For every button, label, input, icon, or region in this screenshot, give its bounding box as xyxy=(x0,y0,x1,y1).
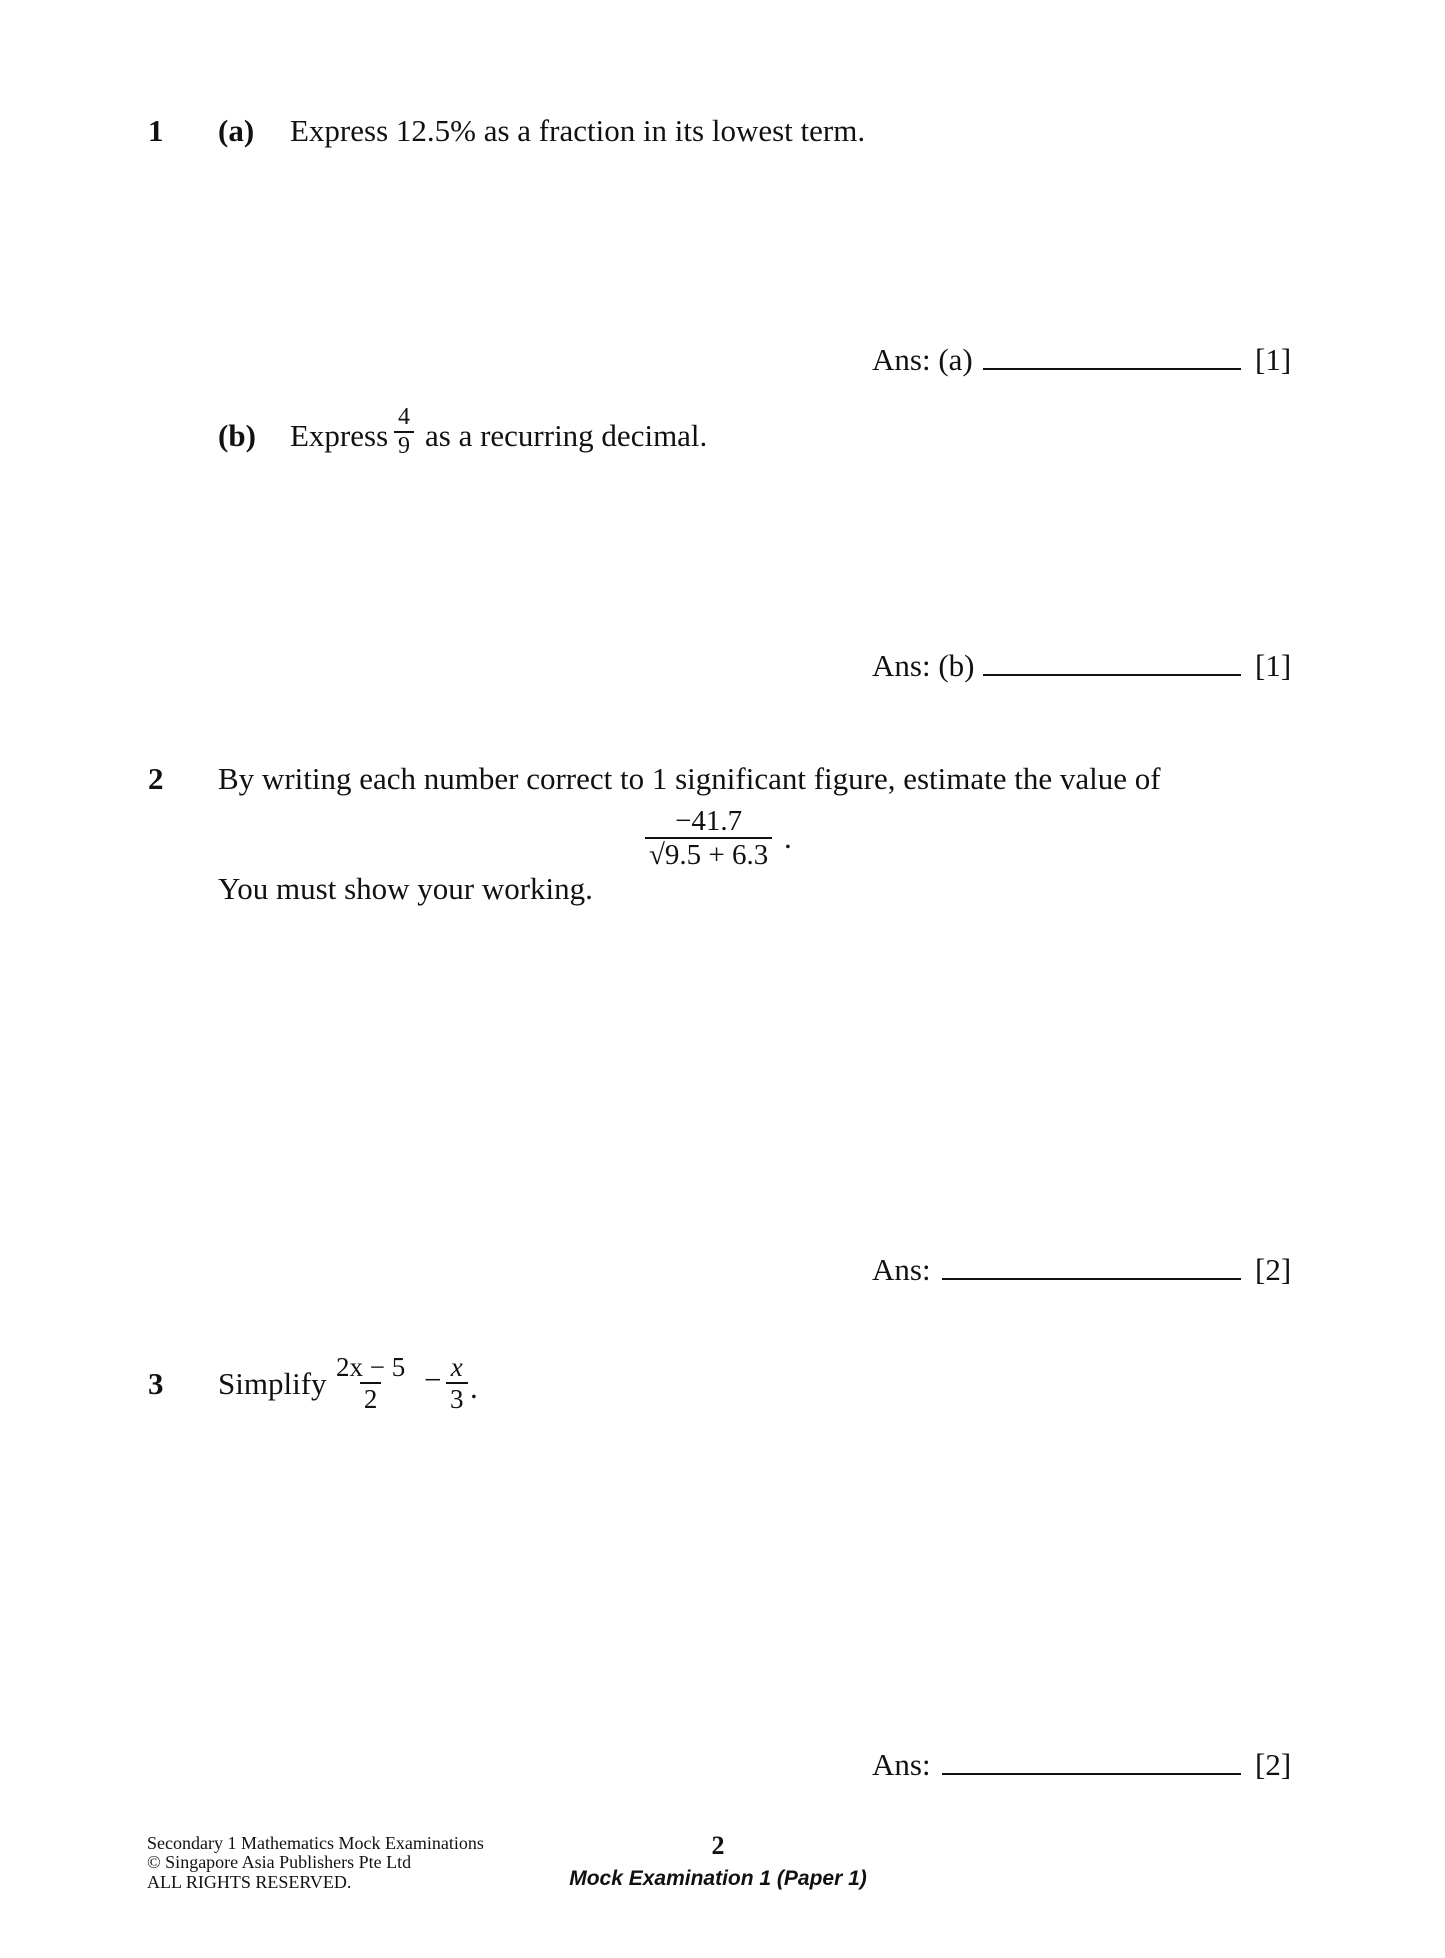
question-text: By writing each number correct to 1 significant figure, estimate the value of xyxy=(218,761,1161,796)
question-text: Simplify xyxy=(218,1366,327,1401)
fraction xyxy=(446,1352,468,1414)
marks: [2] xyxy=(1255,1747,1292,1782)
answer-line[interactable] xyxy=(942,1278,1241,1280)
instruction-text: You must show your working. xyxy=(218,871,593,906)
answer-line[interactable] xyxy=(983,368,1241,370)
question-number: 2 xyxy=(148,761,164,796)
part-label: (b) xyxy=(218,418,256,453)
numerator: −41.7 xyxy=(675,805,743,837)
footer-rights: ALL RIGHTS RESERVED. xyxy=(147,1872,352,1892)
numerator: x xyxy=(450,1352,463,1382)
footer-copyright: © Singapore Asia Publishers Pte Ltd xyxy=(147,1852,412,1872)
answer-label: Ans: xyxy=(872,1252,931,1287)
part-label: (a) xyxy=(218,113,255,148)
denominator: 2 xyxy=(360,1382,382,1414)
answer-line[interactable] xyxy=(983,674,1241,676)
question-text: as a recurring decimal. xyxy=(425,418,708,453)
denominator: √9.5 + 6.3 xyxy=(645,837,772,871)
paper-title: Mock Examination 1 (Paper 1) xyxy=(569,1867,867,1890)
marks: [1] xyxy=(1255,342,1292,377)
answer-label: Ans: (b) xyxy=(872,648,975,683)
period: . xyxy=(784,820,792,855)
marks: [1] xyxy=(1255,648,1292,683)
numerator: 2x − 5 xyxy=(336,1352,406,1382)
footer-series: Secondary 1 Mathematics Mock Examinations xyxy=(147,1833,484,1853)
numerator: 4 xyxy=(398,404,410,430)
fraction xyxy=(332,1352,409,1414)
question-text: Express xyxy=(290,418,389,453)
fraction xyxy=(394,404,414,460)
marks: [2] xyxy=(1255,1252,1292,1287)
question-number: 3 xyxy=(148,1366,164,1401)
answer-label: Ans: xyxy=(872,1747,931,1782)
minus-sign: − xyxy=(424,1362,442,1397)
denominator: 9 xyxy=(394,431,414,460)
denominator: 3 xyxy=(446,1382,468,1414)
fraction xyxy=(645,805,772,871)
question-text: Express 12.5% as a fraction in its lowest term. xyxy=(290,113,866,148)
page-number: 2 xyxy=(711,1831,725,1860)
period: . xyxy=(470,1370,478,1405)
question-number: 1 xyxy=(148,113,164,148)
answer-label: Ans: (a) xyxy=(872,342,973,377)
answer-line[interactable] xyxy=(942,1773,1241,1775)
